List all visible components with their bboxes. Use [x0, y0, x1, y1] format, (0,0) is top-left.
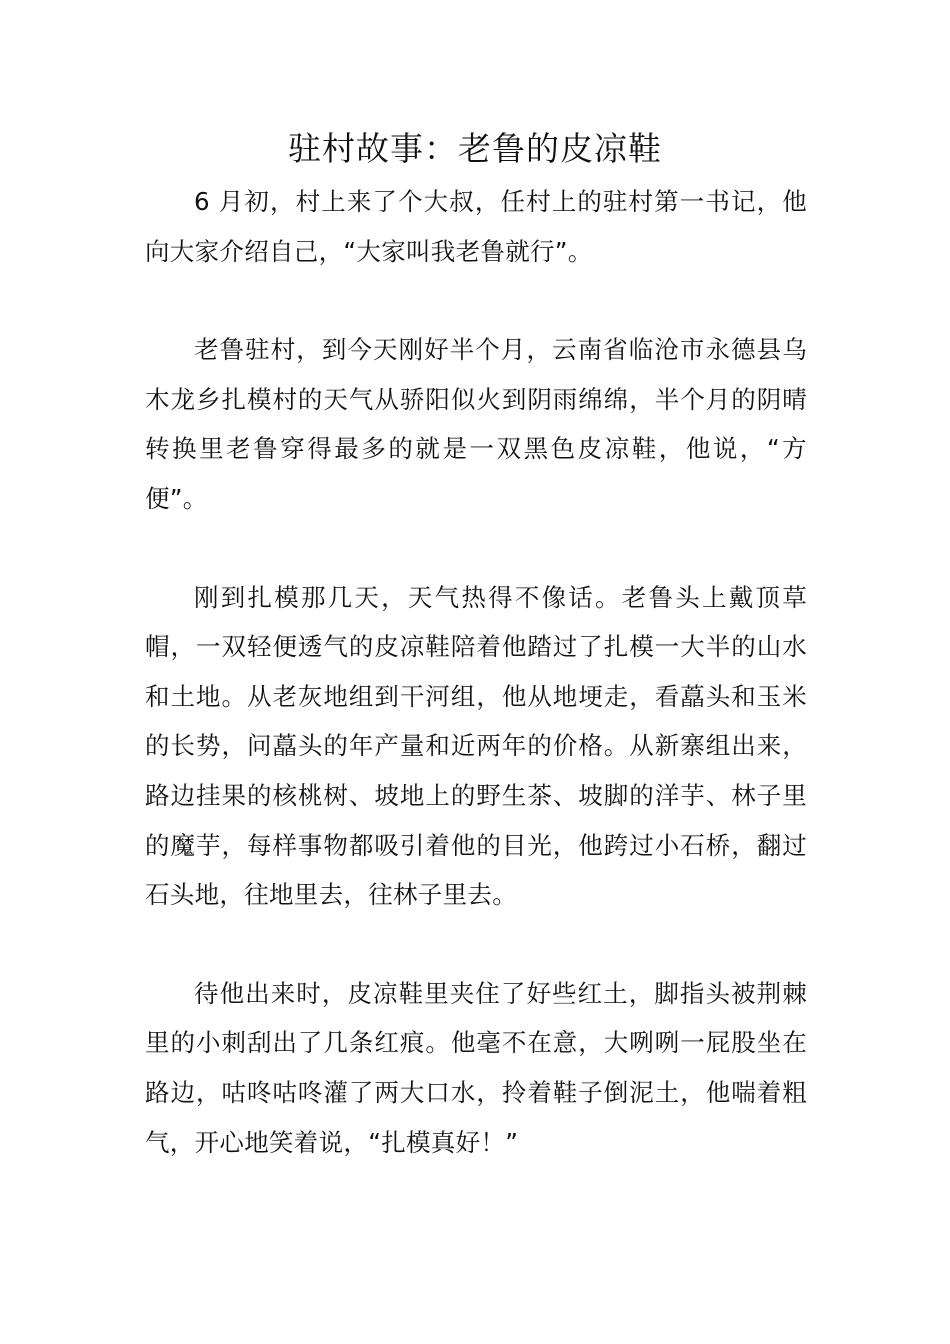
paragraph-1: 6 月初，村上来了个大叔，任村上的驻村第一书记，他向大家介绍自己，“大家叫我老鲁就行”。: [145, 187, 807, 266]
paragraph-2: 老鲁驻村，到今天刚好半个月，云南省临沧市永德县乌木龙乡扎模村的天气从骄阳似火到阴雨绵绵，半个月的阴晴转换里老鲁穿得最多的就是一双黑色皮凉鞋，他说，“方便”。: [145, 335, 807, 513]
paragraph-3: 刚到扎模那几天，天气热得不像话。老鲁头上戴顶草帽，一双轻便透气的皮凉鞋陪着他踏过了扎模一大半的山水和土地。从老灰地组到干河组，他从地埂走，看藠头和玉米的长势，问藠头的年产量和近两年的价格。从新寨组出来，路边挂果的核桃树、坡地上的野生茶、坡脚的洋芋、林子里的魔芋，每样事物都吸引着他的目光，他跨过小石桥，翻过石头地，往地里去，往林子里去。: [145, 582, 807, 910]
paragraph-4: 待他出来时，皮凉鞋里夹住了好些红土，脚指头被荆棘里的小刺刮出了几条红痕。他毫不在意，大咧咧一屁股坐在路边，咕咚咕咚灌了两大口水，拎着鞋子倒泥土，他喘着粗气，开心地笑着说，“扎模真好！”: [145, 978, 807, 1157]
document-title: 驻村故事：老鲁的皮凉鞋: [288, 129, 662, 168]
document-body: [145, 177, 807, 1216]
